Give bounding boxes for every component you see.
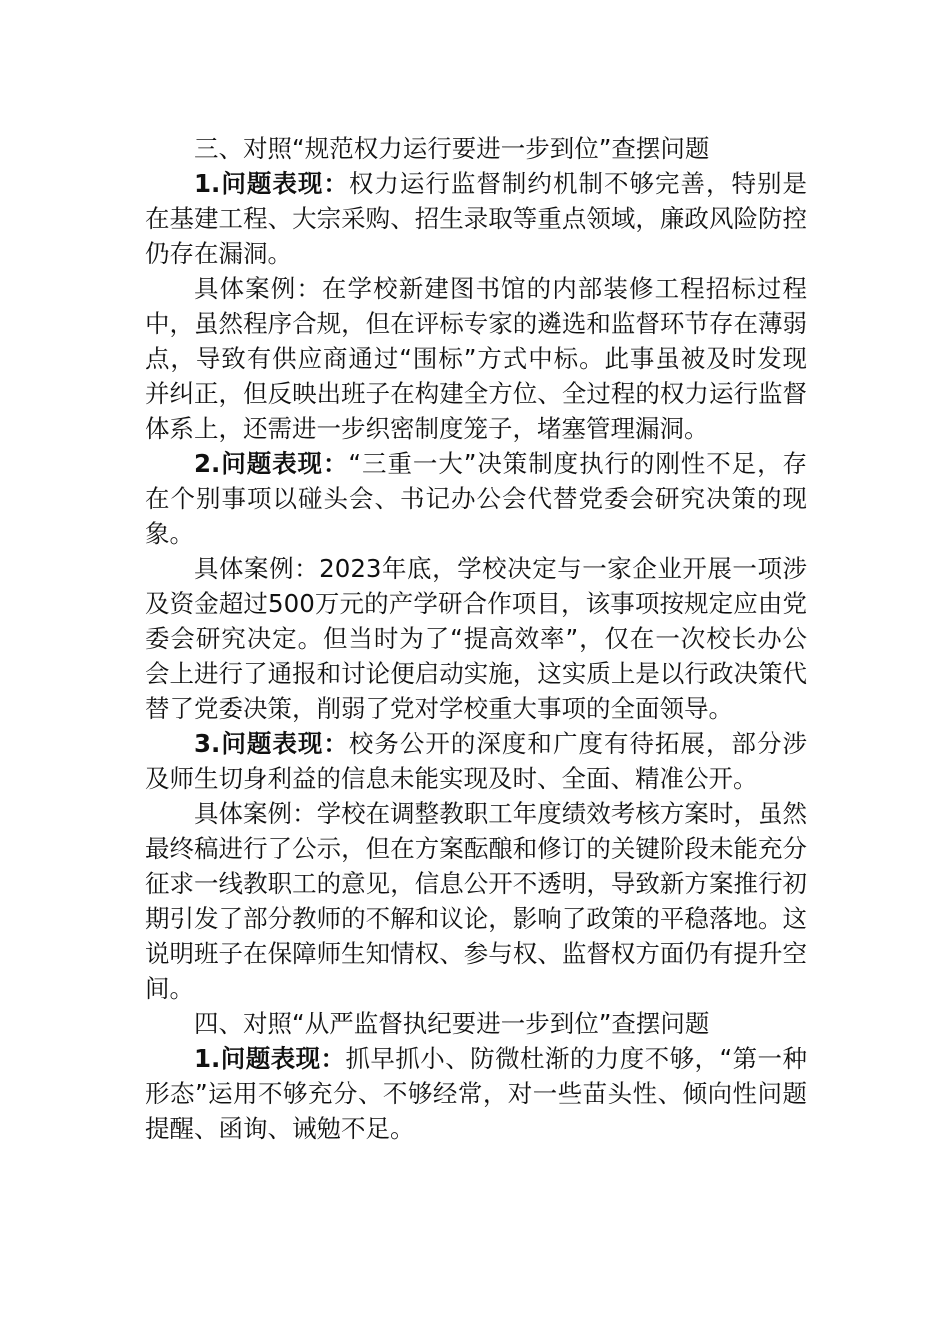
- problem-text: 抓早抓小、防微杜渐的力度不够，“第一种形态”运用不够充分、不够经常，对一些苗头性、倾向性问题提醒、函询、诫勉不足。: [145, 1044, 807, 1143]
- problem-label: 3.问题表现：: [194, 729, 349, 758]
- problem-label: 1.问题表现：: [194, 1044, 346, 1073]
- problem-text: “三重一大”决策制度执行的刚性不足，存在个别事项以碰头会、书记办公会代替党委会研究决策的现象。: [145, 449, 807, 548]
- problem-label: 1.问题表现：: [194, 169, 349, 198]
- case-paragraph: 具体案例：在学校新建图书馆的内部装修工程招标过程中，虽然程序合规，但在评标专家的遴选和监督环节存在薄弱点，导致有供应商通过“围标”方式中标。此事虽被及时发现并纠正，但反映出班子在构建全方位、全过程的权力运行监督体系上，还需进一步织密制度笼子，堵塞管理漏洞。: [145, 274, 807, 443]
- problem-text: 校务公开的深度和广度有待拓展，部分涉及师生切身利益的信息未能实现及时、全面、精准公开。: [145, 729, 807, 793]
- problem-paragraph: [145, 446, 807, 551]
- section-heading-3: 三、对照“规范权力运行要进一步到位”查摆问题: [194, 134, 710, 163]
- problem-paragraph: [145, 1041, 807, 1146]
- case-paragraph: 具体案例：2023年底，学校决定与一家企业开展一项涉及资金超过500万元的产学研合作项目，该事项按规定应由党委会研究决定。但当时为了“提高效率”，仅在一次校长办公会上进行了通报和讨论便启动实施，这实质上是以行政决策代替了党委决策，削弱了党对学校重大事项的全面领导。: [145, 554, 807, 723]
- case-paragraph: 具体案例：学校在调整教职工年度绩效考核方案时，虽然最终稿进行了公示，但在方案酝酿和修订的关键阶段未能充分征求一线教职工的意见，信息公开不透明，导致新方案推行初期引发了部分教师的不解和议论，影响了政策的平稳落地。这说明班子在保障师生知情权、参与权、监督权方面仍有提升空间。: [145, 799, 807, 1003]
- problem-paragraph: [145, 726, 807, 796]
- problem-label: 2.问题表现：: [194, 449, 349, 478]
- problem-text: 权力运行监督制约机制不够完善，特别是在基建工程、大宗采购、招生录取等重点领域，廉政风险防控仍存在漏洞。: [145, 169, 807, 268]
- section-heading-4: 四、对照“从严监督执纪要进一步到位”查摆问题: [194, 1009, 710, 1038]
- document-page: [145, 131, 807, 1146]
- problem-paragraph: [145, 166, 807, 271]
